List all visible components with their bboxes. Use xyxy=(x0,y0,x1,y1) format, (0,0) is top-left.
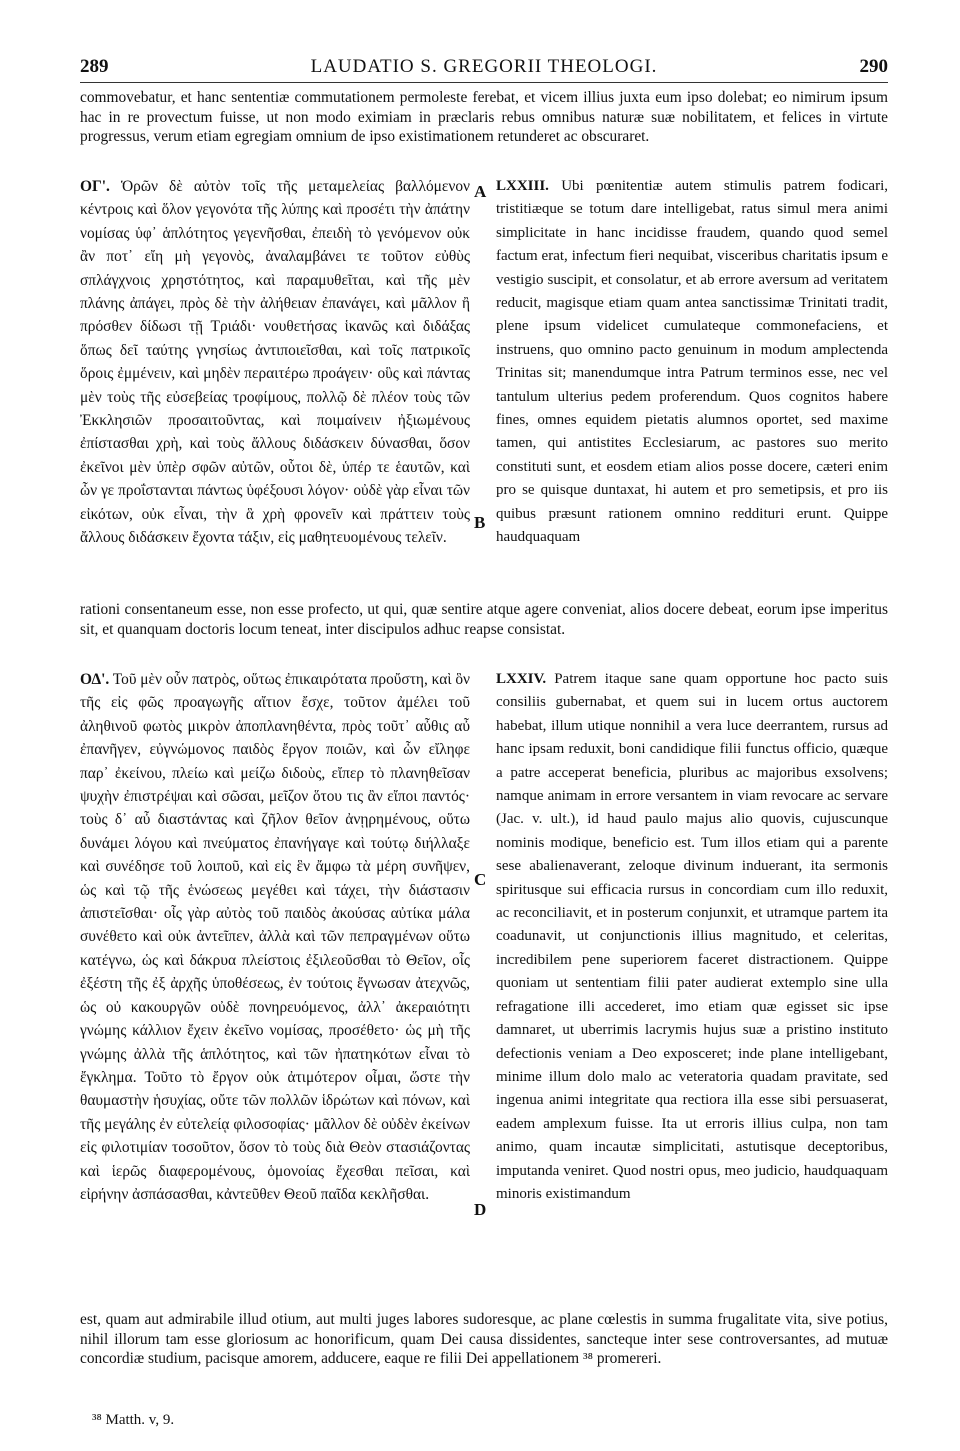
page-number-left: 289 xyxy=(80,56,109,77)
greek-section-label-73: ΟΓ'. xyxy=(80,178,110,195)
latin-section-label-74: LXXIV. xyxy=(496,671,547,687)
running-title: LAUDATIO S. GREGORII THEOLOGI. xyxy=(310,56,658,77)
running-header xyxy=(80,52,888,83)
latin-column-section-73 xyxy=(496,175,888,550)
latin-continuation-73: rationi consentaneum esse, non esse profecto, ut qui, quæ sentire atque agere conveniat, alios docere debeat, eorum ipse imperitus sit, et quanquam doctoris locum teneat, inter discipulos adhuc reapse consistat. xyxy=(80,601,888,638)
greek-section-label-74: ΟΔ'. xyxy=(80,671,110,688)
greek-column-section-73 xyxy=(80,175,470,550)
footnote: ³⁸ Matth. v, 9. xyxy=(92,1412,175,1428)
latin-text-74: Patrem itaque sane quam opportune hoc pacto suis consiliis gubernabat, et quem sui in lucem ortus auctorem habebat, illum utique nonnihil a vera luce deerrantem, rursus ad hanc ipsam reduxit, boni candidique filii functus officio, quæque a patre acceperat beneficia, pluribus ac majoribus exsolvens; namque animam in errore versantem in viam revocare ac servare (Jac. v. ult.), id haud paulo majus alio quovis, cujuscunque nominis modique, beneficio est. Tum illos etiam qui a parente sese abalienaverant, zeloque divinum induerant, ita sermonis spiritusque sui efficacia rursus in concordiam cum illo reduxit, ac reconciliavit, et in posterum conjunxit, et utramque partem ita coadunavit, ut conjunctionis illius magnitudo, et celeritas, incredibilem pene superiorem faceret distractionem. Quippe quoniam ut sententiam filii pater audierat extemplo sine ulla refragatione illi accederet, imo etiam quæ egisset sic ipse damnaret, ut uberrimis lacrymis hujus suæ a pristino instituto defectionis veniam a Deo exposceret; inde plane intelligebant, minime illum dolo malo ac veteratoria quadam pravitate, sed ingenua animi integritate qua rectiora illa esse sibi persuaserat, eadem amplexum fuisse. Ita ut erroris illius culpa, non tam animo, quam incautæ simplicitati, astutisque deceptoribus, imputanda veniret. Quod nostri opus, meo judicio, haudquaquam minoris existimandum xyxy=(496,671,889,1202)
greek-text-73: Ὁρῶν δὲ αὐτὸν τοῖς τῆς μεταμελείας βαλλόμενον κέντροις καὶ ὅλον γεγονότα τῆς λύπης καὶ προσέτι τὴν ἀπάτην νομίσας ὑφ᾽ ἁπλότητος γεγενῆσθαι, ἐπειδὴ τὸ γενόμενον οὐκ ἂν ποτ᾽ εἴη μὴ γεγονὸς, ἀναλαμβάνει τε τοῦτον εὐθὺς σπλάγχνοις χρηστότητος, καὶ παραμυθεῖται, καὶ τῆς μὲν πλάνης ἀπάγει, πρὸς δὲ τὴν ἀλήθειαν ἐπανάγει, καὶ μᾶλλον ἢ πρόσθεν δίδωσι τῇ Τριάδι· νουθετήσας ἱκανῶς καὶ διδάξας ὅπως δεῖ ταύτης γνησίως ἀντιποιεῖσθαι, καὶ τοῖς πατρικοῖς ὅροις ἐμμένειν, καὶ μηδὲν περαιτέρω προάγειν· οὓς καὶ πάντας μὲν τοὺς τῆς εὐσεβείας τροφίμους, πολλῷ δὲ πλέον τοὺς τῶν Ἐκκλησιῶν προσαιτοῦντας, καὶ ποιμαίνειν ἠξιωμένους ἐπίστασθαι χρὴ, καὶ τοὺς ἄλλους διδάσκειν δύνασθαι, ὅσον ἐκεῖνοι μὲν ὑπὲρ σφῶν αὐτῶν, οὗτοι δὲ, ὑπέρ τε ἑαυτῶν, καὶ ὧν γε προΐστανται πάντως ὑφέξουσι λόγον· οὐδὲ γὰρ εἶναι τῶν εἰκότων, οὐκ εἶναι, τὴν ἃ χρὴ φρονεῖν καὶ πράττειν τοὺς ἄλλους διδάσκειν ἔχοντα τάξιν, εἰς μαθητευομένους τελεῖν. xyxy=(80,178,470,547)
latin-continuation-74: est, quam aut admirabile illud otium, aut multi juges labores sudoresque, ac plane cœlestis in summa frugalitate vita, sive potius, nihil illorum tam esse gloriosum ac honorificum, quam Dei causa dissidentes, sancteque inter sese controversantes, ad mutuæ concordiæ studium, pacisque amorem, adducere, eaque re filii Dei appellationem ³⁸ promereri. xyxy=(80,1311,888,1368)
margin-letter-d: D xyxy=(474,1200,487,1219)
greek-column-section-74 xyxy=(80,668,470,1206)
margin-letter-b: B xyxy=(474,513,486,532)
page-number-right: 290 xyxy=(859,56,888,77)
margin-letter-a: A xyxy=(474,182,487,201)
latin-column-section-74 xyxy=(496,668,888,1206)
latin-text-73: Ubi pœnitentiæ autem stimulis patrem fodicari, tristitiæque se totum dare intelligebat, ratus simul mera animi simplicitate in hanc incidisse fraudem, quando quod semel factum erat, infectum fieri nequibat, visceribus charitatis ipsum e vestigio suscipit, et consolatur, et ab errore aversum ad veritatem reducit, magisque etiam quam antea sanctissimæ Trinitati tradit, plene ipsum videlicet cumulateque commonefaciens, et instruens, quo omnino pacto genuinum in modum amplectenda Trinitas sit; manendumque intra Patrum terminos esse, nec vel tantulum ulterius pedem proferendum. Quos cognitos habere fines, omnes equidem pietatis alumnos oportet, sed maxime tamen, qui antistites Ecclesiarum, ac pastores suo merito constituti sunt, et eosdem etiam alios posse docere, cæteri enim pro se quisque duntaxat, hi autem et pro semetipsis, et pro iis quibus præsunt rationem omnino reddituri erunt. Quippe haudquaquam xyxy=(496,178,888,546)
latin-section-label-73: LXXIII. xyxy=(496,178,549,194)
margin-letter-c: C xyxy=(474,870,487,889)
opening-paragraph: commovebatur, et hanc sententiæ commutationem permoleste ferebat, et vicem illius juxta eum ipso dolebat; eo nimirum ipsum hac in re provectum fuisse, ut non modo eximiam in præclaris rebus omnibus naturæ suæ nobilitatem, et felices in virtute progressus, verum etiam egregiam omnium de ipso existimationem retunderet ac obscuraret. xyxy=(80,89,888,146)
greek-text-74: Τοῦ μὲν οὖν πατρὸς, οὕτως ἐπικαιρότατα προὔστη, καὶ ὃν τῆς εἰς φῶς προαγωγῆς αἴτιον ἔσχε, τοῦτον ἀμέλει τοῦ ἀληθινοῦ φωτὸς μικρὸν ἀποπλανηθέντα, πρὸς τοῦτ᾽ αὖθις αὖ ἐπανῆγεν, εὐγνώμονος παιδὸς ἔργον ποιῶν, καὶ ὧν εἴληφε παρ᾽ ἐκείνου, πλείω καὶ μείζω διδοὺς, εἴπερ τὸ πλανηθεῖσαν ψυχὴν ἐπιστρέψαι καὶ σῶσαι, μεῖζον ὅτου τις ἂν εἴποι παντός· τοὺς δ᾽ αὖ διαστάντας καὶ ζῆλον θεῖον ἀνῃρημένους, οὕτω δυνάμει λόγου καὶ πνεύματος ἐπανήγαγε καὶ τούτῳ διήλλαξε καὶ συνέδησε τοῦ λοιποῦ, καὶ εἰς ἓν ἄμφω τὰ μέρη συνῆψεν, ὡς καὶ τῷ τῆς ἑνώσεως μεγέθει καὶ τάχει, τὴν διάστασιν ἀπιστεῖσθαι· οἷς γὰρ αὐτὸς τοῦ παιδὸς ἀκούσας αὐτίκα μάλα συνέθετο καὶ οὐκ ἀντεῖπεν, ἀλλὰ καὶ τῶν πεπραγμένων οὕτω κατέγνω, ὡς καὶ δάκρυα πλείστοις ἐξιλεοῦσθαι τὸ Θεῖον, οἷς ἐξέστη τῆς ἐξ ἀρχῆς ὑποθέσεως, ἐν τούτοις ἔγνωσαν ἀτεχνῶς, ὡς οὐ κακουργῶν οὐδὲ πονηρευόμενος, ἀλλ᾽ ἀκεραιότητι γνώμης κάλλιον ἔχειν ἐκεῖνο νομίσας, προσέθετο· ὡς μὴ τῆς γνώμης ἀλλὰ τῆς ἁπλότητος, καὶ τῶν ἠπατηκότων εἶναι τὸ ἔγκλημα. Τοῦτο τὸ ἔργον οὐκ ἀτιμότερον οἶμαι, ὥστε τὴν θαυμαστὴν ἡσυχίας, οὔτε τῶν πολλῶν ἱδρώτων καὶ πόνων, καὶ τῆς μεγάλης ἐν εὐτελείᾳ φιλοσοφίας· μᾶλλον δὲ οὐδὲν ἐκείνων εἰς φιλοτιμίαν τοσοῦτον, ὅσον τὸ τοὺς διὰ Θεὸν στασιάζοντας καὶ ἱερῶς διαφερομένους, ὁμονοίας ἔχεσθαι πεῖσαι, καὶ εἰρήνην ἀσπάσασθαι, κἀντεῦθεν Θεοῦ παῖδα κεκλῆσθαι. xyxy=(80,671,470,1203)
